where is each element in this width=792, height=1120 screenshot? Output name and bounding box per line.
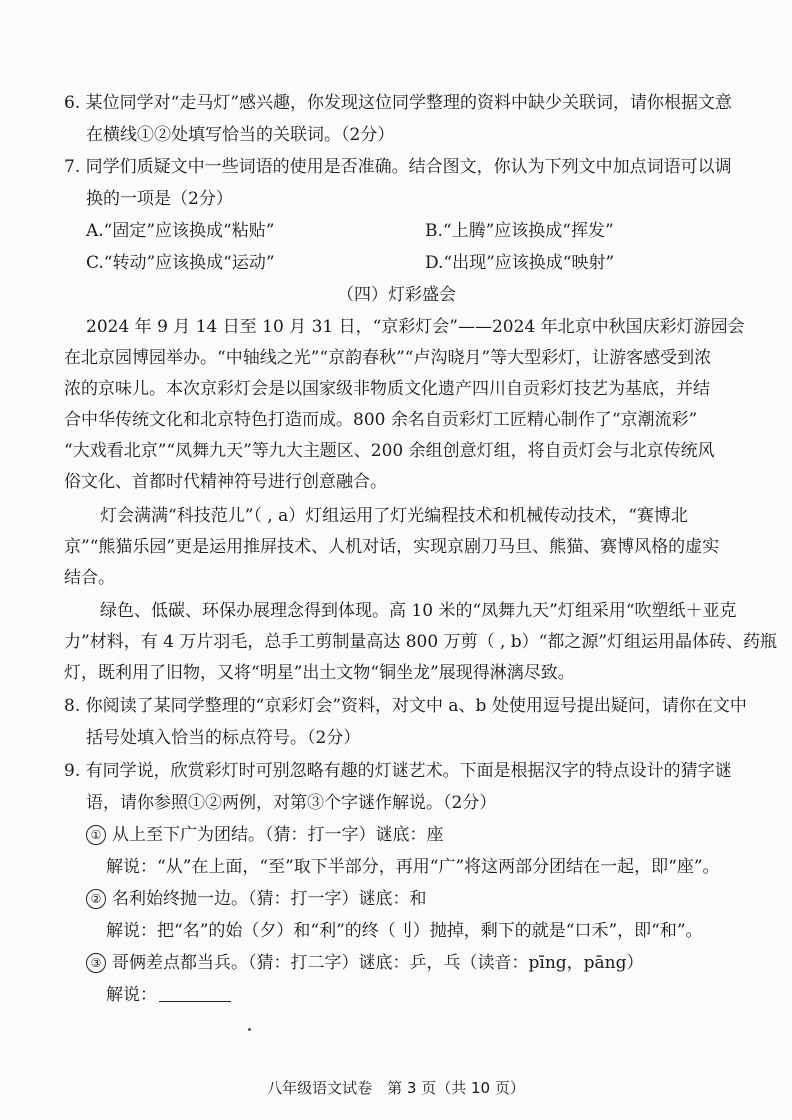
q7-option-a: A.“固定”应该换成“粘贴” <box>86 221 275 241</box>
riddle-2-text: 名利始终抛一边。（猜：打一字）谜底：和 <box>112 889 427 909</box>
section-title: （四）灯彩盛会 <box>337 285 456 305</box>
q7-option-c: C.“转动”应该换成“运动” <box>86 253 275 273</box>
riddle-3-explanation-label: 解说： <box>106 985 157 1005</box>
passage-p1-line-4: 合中华传统文化和北京特色打造而成。800 余名自贡彩灯工匠精心制作了“京潮流彩” <box>64 410 698 430</box>
scan-speck <box>248 1028 251 1031</box>
q9-line-1: 9. 有同学说，欣赏彩灯时可别忽略有趣的灯谜艺术。下面是根据汉字的特点设计的猜字谜 <box>64 761 732 781</box>
passage-p1-line-2: 在北京园博园举办。“中轴线之光”“京韵春秋”“卢沟晓月”等大型彩灯，让游客感受到浓 <box>64 348 712 368</box>
riddle-2-explanation: 解说：把“名”的始（夕）和“利”的终（刂）抛掉，剩下的就是“口禾”，即“和”。 <box>106 921 703 941</box>
passage-p3-line-2: 力”材料，有 4 万片羽毛，总手工剪制量高达 800 万剪（ , b）“都之源”灯组运用晶体砖、药瓶 <box>64 632 778 652</box>
circled-number-2: ② <box>86 889 106 909</box>
passage-p1-line-6: 俗文化、首都时代精神符号进行创意融合。 <box>64 472 387 492</box>
q7-line-1: 7. 同学们质疑文中一些词语的使用是否准确。结合图文，你认为下列文中加点词语可以调 <box>64 157 732 177</box>
passage-p3-line-1: 绿色、低碳、环保办展理念得到体现。高 10 米的“凤舞九天”灯组采用“吹塑纸＋亚克 <box>100 601 737 621</box>
riddle-1-text: 从上至下广为团结。（猜：打一字）谜底：座 <box>112 825 444 845</box>
circled-number-3: ③ <box>86 953 106 973</box>
riddle-1-explanation: 解说：“从”在上面，“至”取下半部分，再用“广”将这两部分团结在一起，即“座”。 <box>106 857 720 877</box>
circled-number-1: ① <box>86 825 106 845</box>
passage-p1-line-1: 2024 年 9 月 14 日至 10 月 31 日，“京彩灯会”——2024 年北京中秋国庆彩灯游园会 <box>86 317 745 337</box>
riddle-2 <box>86 888 772 910</box>
riddle-3-explanation <box>106 984 772 1006</box>
passage-p3-line-3: 灯，既利用了旧物，又将“明星”出土文物“铜坐龙”展现得淋漓尽致。 <box>64 663 575 683</box>
q7-line-2: 换的一项是（2分） <box>86 189 233 209</box>
q9-line-2: 语，请你参照①②两例，对第③个字谜作解说。（2分） <box>86 793 497 813</box>
q6-line-1: 6. 某位同学对“走马灯”感兴趣，你发现这位同学整理的资料中缺少关联词，请你根据文意 <box>64 93 733 113</box>
passage-p1-line-5: “大戏看北京”“凤舞九天”等九大主题区、200 余组创意灯组，将自贡灯会与北京传统风 <box>64 441 715 461</box>
answer-blank[interactable] <box>159 985 231 1002</box>
q8-line-1: 8. 你阅读了某同学整理的“京彩灯会”资料，对文中 a、b 处使用逗号提出疑问，请你在文中 <box>64 696 747 716</box>
riddle-3-text: 哥俩差点都当兵。（猜：打二字）谜底：乒，乓（读音：pīng，pāng） <box>112 953 644 973</box>
passage-p2-line-3: 结合。 <box>64 568 115 588</box>
passage-p1-line-3: 浓的京味儿。本次京彩灯会是以国家级非物质文化遗产四川自贡彩灯技艺为基底，并结 <box>64 379 710 399</box>
riddle-1 <box>86 824 772 846</box>
passage-p2-line-1: 灯会满满“科技范儿”（ , a）灯组运用了灯光编程技术和机械传动技术，“赛博北 <box>100 506 688 526</box>
riddle-3 <box>86 952 772 974</box>
q6-line-2: 在横线①②处填写恰当的关联词。（2分） <box>86 125 395 145</box>
q7-option-d: D.“出现”应该换成“映射” <box>425 253 615 273</box>
q8-line-2: 括号处填入恰当的标点符号。（2分） <box>86 728 361 748</box>
passage-p2-line-2: 京”“熊猫乐园”更是运用推屏技术、人机对话，实现京剧刀马旦、熊猫、赛博风格的虚实 <box>64 537 720 557</box>
page-footer: 八年级语文试卷 第 3 页（共 10 页） <box>267 1079 525 1097</box>
q7-option-b: B.“上腾”应该换成“挥发” <box>425 221 614 241</box>
